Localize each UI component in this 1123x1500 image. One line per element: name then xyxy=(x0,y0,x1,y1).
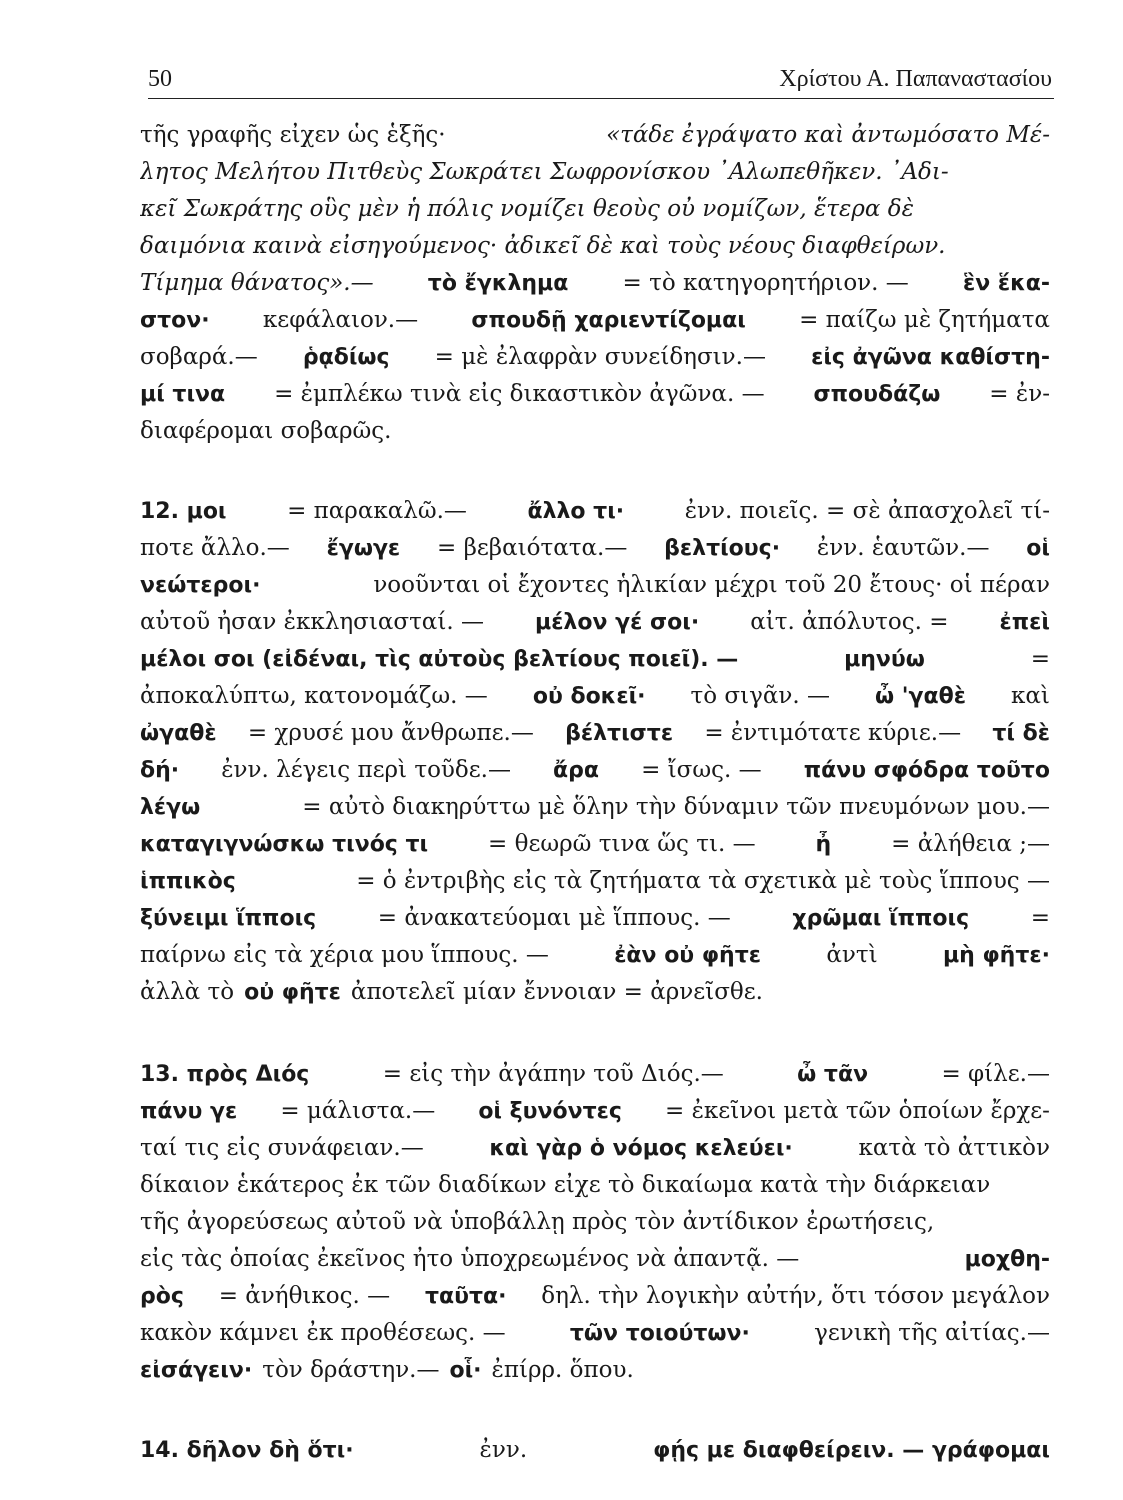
lemma: πάνυ σφόδρα τοῦτο xyxy=(803,758,1050,783)
lemma: τῶν τοιούτων· xyxy=(569,1321,750,1346)
gloss: ἀλλὰ τὸ xyxy=(140,979,235,1005)
lemma: πάνυ γε xyxy=(140,1099,238,1124)
lemma: στον· xyxy=(140,308,210,333)
gloss: = ἴσως. — xyxy=(641,757,762,783)
text-line xyxy=(140,868,1050,905)
lemma: βέλτιστε xyxy=(565,721,674,746)
text-line xyxy=(140,609,1050,646)
gloss: = τὸ κατηγορητήριον. — xyxy=(622,270,909,296)
lemma: ξύνειμι ἵπποις xyxy=(140,906,317,931)
lemma: οἷ· xyxy=(449,1358,482,1383)
lemma: ἄρα xyxy=(553,758,600,783)
gloss: = ἐκεῖνοι μετὰ τῶν ὁποίων ἔρχε- xyxy=(665,1098,1050,1124)
gloss: = μάλιστα.— xyxy=(280,1098,436,1124)
text-line xyxy=(140,572,1050,609)
gloss: ἀποτελεῖ μίαν ἔννοιαν = ἀρνεῖσθε. xyxy=(350,979,763,1005)
running-head: Χρίστου Α. Παπαναστασίου xyxy=(779,66,1052,92)
gloss: = θεωρῶ τινα ὥς τι. — xyxy=(488,831,756,857)
lemma: ἐὰν οὐ φῆτε xyxy=(614,943,761,968)
gloss: = ἐμπλέκω τινὰ εἰς δικαστικὸν ἀγῶνα. — xyxy=(274,381,765,407)
gloss: τὸ σιγᾶν. — xyxy=(690,683,830,709)
gloss: = φίλε.— xyxy=(941,1061,1050,1087)
text-line xyxy=(140,1283,1050,1320)
gloss: ἐνν. λέγεις περὶ τοῦδε.— xyxy=(221,757,511,783)
lemma: εἰς ἀγῶνα καθίστη- xyxy=(811,345,1050,370)
paragraph-number-lemma: 13. πρὸς Διός xyxy=(140,1062,310,1087)
lemma: τί δὲ xyxy=(992,721,1050,746)
lemma: οὐ φῆτε xyxy=(244,980,341,1005)
lemma: οὐ δοκεῖ· xyxy=(532,684,646,709)
text-line xyxy=(140,646,1050,683)
gloss: κατὰ τὸ ἀττικὸν xyxy=(858,1135,1050,1161)
text-line xyxy=(140,1098,1050,1135)
text-line xyxy=(140,1135,1050,1172)
lemma: χρῶμαι ἵπποις xyxy=(792,906,970,931)
gloss: = εἰς τὴν ἀγάπην τοῦ Διός.— xyxy=(382,1061,724,1087)
gloss: κακὸν κάμνει ἐκ προθέσεως. — xyxy=(140,1320,506,1346)
lemma: ὠγαθὲ xyxy=(140,721,217,746)
page-number: 50 xyxy=(148,66,172,92)
lemma: βελτίους· xyxy=(664,536,781,561)
text-line xyxy=(140,757,1050,794)
lemma: ῥᾳδίως xyxy=(302,345,390,370)
text-line xyxy=(140,418,1050,455)
lemma: μέλοι σοι (εἰδέναι, τὶς αὐτοὺς βελτίους ποιεῖ). — xyxy=(140,647,739,672)
gloss: = αὐτὸ διακηρύττω μὲ ὅλην τὴν δύναμιν τῶν πνευμόνων μου.— xyxy=(302,794,1050,820)
lemma: οἱ xyxy=(1026,536,1050,561)
lemma: ὦ 'γαθὲ xyxy=(875,684,966,709)
lemma: καὶ γὰρ ὁ νόμος κελεύει· xyxy=(489,1136,793,1161)
gloss: = ἀλήθεια ;— xyxy=(891,831,1050,857)
text-line xyxy=(140,270,1050,307)
gloss: δηλ. τὴν λογικὴν αὐτήν, ὅτι τόσον μεγάλον xyxy=(541,1283,1050,1309)
gloss: δίκαιον ἑκάτερος ἐκ τῶν διαδίκων εἶχε τὸ δικαίωμα κατὰ τὴν διάρκειαν xyxy=(140,1172,991,1198)
gloss: = μὲ ἐλαφρὰν συνείδησιν.— xyxy=(434,344,766,370)
text-line xyxy=(140,794,1050,831)
gloss: ταί τις εἰς συνάφειαν.— xyxy=(140,1135,424,1161)
quoted-indictment: λητος Μελήτου Πιτθεὺς Σωκράτει Σωφρονίσκου ᾿Αλωπεθῆκεν. ᾿Αδι- xyxy=(140,159,949,185)
gloss: σοβαρά.— xyxy=(140,344,258,370)
text-line xyxy=(140,1061,1050,1098)
text-line xyxy=(140,1246,1050,1283)
paragraph-gap xyxy=(140,455,1050,498)
lemma: ταῦτα· xyxy=(424,1284,507,1309)
lemma: μηνύω xyxy=(844,647,925,672)
gloss: = ὁ ἐντριβὴς εἰς τὰ ζητήματα τὰ σχετικὰ μὲ τοὺς ἵππους — xyxy=(356,868,1050,894)
gloss: = βεβαιότατα.— xyxy=(437,535,628,561)
lemma: ἦ xyxy=(815,832,832,857)
lemma: ὦ τᾶν xyxy=(797,1062,869,1087)
lemma: ρὸς xyxy=(140,1284,184,1309)
lemma: λέγω xyxy=(140,795,201,820)
gloss: ἐνν. ποιεῖς. = σὲ ἀπασχολεῖ τί- xyxy=(684,498,1050,524)
lemma: μί τινα xyxy=(140,382,226,407)
lemma: μέλον γέ σοι· xyxy=(535,610,700,635)
lemma: εἰσάγειν· xyxy=(140,1358,253,1383)
gloss: καὶ xyxy=(1011,683,1050,709)
paragraph-number-lemma: 12. μοι xyxy=(140,499,227,524)
gloss: γενικὴ τῆς αἰτίας.— xyxy=(814,1320,1050,1346)
paragraph-gap xyxy=(140,1394,1050,1437)
gloss: = xyxy=(1030,646,1050,672)
text-line xyxy=(140,831,1050,868)
gloss: = ἀνήθικος. — xyxy=(218,1283,391,1309)
lemma: μοχθη- xyxy=(964,1247,1050,1272)
text-line xyxy=(140,1437,1050,1474)
text-line xyxy=(140,196,1050,233)
lemma: δή· xyxy=(140,758,180,783)
gloss: = ἐν- xyxy=(989,381,1050,407)
gloss: αὐτοῦ ἦσαν ἐκκλησιασταί. — xyxy=(140,609,484,635)
gloss: παίρνω εἰς τὰ χέρια μου ἵππους. — xyxy=(140,942,549,968)
text-line xyxy=(140,720,1050,757)
gloss: τῆς ἀγορεύσεως αὐτοῦ νὰ ὑποβάλλῃ πρὸς τὸν ἀντίδικον ἐρωτήσεις, xyxy=(140,1209,935,1235)
text-line xyxy=(140,1209,1050,1246)
lemma: ἐπεὶ xyxy=(999,610,1050,635)
text-line xyxy=(140,233,1050,270)
text-line xyxy=(140,381,1050,418)
gloss: = xyxy=(1030,905,1050,931)
gloss: = ἐντιμότατε κύριε.— xyxy=(704,720,962,746)
text-line xyxy=(140,1357,1050,1394)
text-line xyxy=(140,1320,1050,1357)
lemma: ἱππικὸς xyxy=(140,869,236,894)
text-line xyxy=(140,979,1050,1016)
paragraph-gap xyxy=(140,1016,1050,1061)
quoted-indictment: κεῖ Σωκράτης οὓς μὲν ἡ πόλις νομίζει θεοὺς οὐ νομίζων, ἕτερα δὲ xyxy=(140,196,914,222)
lemma: ἄλλο τι· xyxy=(527,499,625,524)
gloss: διαφέρομαι σοβαρῶς. xyxy=(140,418,392,444)
gloss: = ἀνακατεύομαι μὲ ἵππους. — xyxy=(377,905,731,931)
text-segment: τῆς γραφῆς εἶχεν ὡς ἑξῆς· xyxy=(140,122,446,148)
gloss: τὸν δράστην.— xyxy=(262,1357,440,1383)
quoted-indictment: Τίμημα θάνατος».— xyxy=(140,270,374,296)
lemma: οἱ ξυνόντες xyxy=(478,1099,622,1124)
text-line xyxy=(140,344,1050,381)
paragraph-number-lemma: 14. δῆλον δὴ ὅτι· xyxy=(140,1438,354,1463)
quoted-indictment: «τάδε ἐγράψατο καὶ ἀντωμόσατο Μέ- xyxy=(606,122,1050,148)
gloss: κεφάλαιον.— xyxy=(262,307,419,333)
text-line xyxy=(140,498,1050,535)
body-text xyxy=(140,122,1050,1474)
lemma: σπουδῇ χαριεντίζομαι xyxy=(471,308,746,333)
page-header xyxy=(148,58,1054,99)
text-line xyxy=(140,307,1050,344)
lemma: νεώτεροι· xyxy=(140,573,261,598)
gloss: εἰς τὰς ὁποίας ἐκεῖνος ἦτο ὑποχρεωμένος νὰ ἀπαντᾷ. — xyxy=(140,1246,800,1272)
text-line xyxy=(140,159,1050,196)
lemma: μὴ φῆτε· xyxy=(942,943,1050,968)
text-line xyxy=(140,535,1050,572)
lemma: ἔγωγε xyxy=(326,536,401,561)
text-line xyxy=(140,905,1050,942)
text-line xyxy=(140,122,1050,159)
gloss: αἰτ. ἀπόλυτος. = xyxy=(750,609,949,635)
lemma: καταγιγνώσκω τινός τι xyxy=(140,832,429,857)
gloss: ἀντὶ xyxy=(826,942,878,968)
gloss: ἐνν. ἑαυτῶν.— xyxy=(816,535,990,561)
text-line xyxy=(140,683,1050,720)
gloss: ἐπίρρ. ὅπου. xyxy=(491,1357,634,1383)
text-line xyxy=(140,942,1050,979)
gloss: νοοῦνται οἱ ἔχοντες ἡλικίαν μέχρι τοῦ 20 ἔτους· οἱ πέραν xyxy=(373,572,1050,598)
gloss: = χρυσέ μου ἄνθρωπε.— xyxy=(247,720,534,746)
quoted-indictment: δαιμόνια καινὰ εἰσηγούμενος· ἀδικεῖ δὲ καὶ τοὺς νέους διαφθείρων. xyxy=(140,233,946,259)
lemma: φῄς με διαφθείρειν. — γράφομαι xyxy=(653,1438,1050,1463)
lemma: τὸ ἔγκλημα xyxy=(427,271,569,296)
lemma: ἓν ἕκα- xyxy=(962,271,1050,296)
gloss: = παίζω μὲ ζητήματα xyxy=(799,307,1050,333)
lemma: σπουδάζω xyxy=(813,382,941,407)
gloss: ἀποκαλύπτω, κατονομάζω. — xyxy=(140,683,488,709)
gloss: ἐνν. xyxy=(479,1437,528,1463)
text-line xyxy=(140,1172,1050,1209)
gloss: ποτε ἄλλο.— xyxy=(140,535,290,561)
gloss: = παρακαλῶ.— xyxy=(287,498,467,524)
